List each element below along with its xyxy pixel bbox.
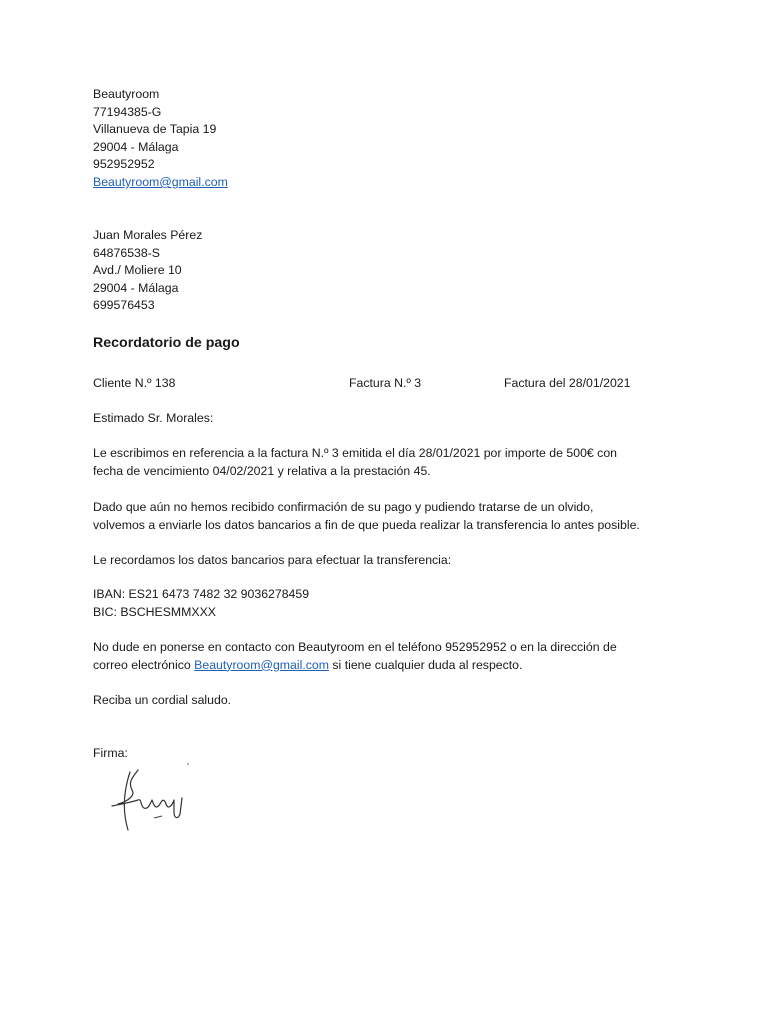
paragraph-reminder-line-1: Dado que aún no hemos recibido confirmación de su pago y pudiendo tratarse de un olvido, — [93, 500, 594, 514]
paragraph-contact-line-2 — [93, 657, 673, 675]
sender-block — [93, 86, 228, 192]
paragraph-contact — [93, 639, 673, 674]
recipient-street: Avd./ Moliere 10 — [93, 263, 182, 278]
invoice-date: Factura del 28/01/2021 — [504, 376, 631, 390]
paragraph-contact-line-1: No dude en ponerse en contacto con Beautyroom en el teléfono 952952952 o en la dirección de — [93, 640, 617, 654]
paragraph-reminder-line-2: volvemos a enviarle los datos bancarios a fin de que pueda realizar la transferencia lo antes posible. — [93, 517, 640, 532]
paragraph-invoice-line-2: fecha de vencimiento 04/02/2021 y relativa a la prestación 45. — [93, 463, 431, 478]
recipient-city: 29004 - Málaga — [93, 280, 179, 295]
contact-suffix: si tiene cualquier duda al respecto. — [328, 657, 523, 672]
paragraph-bank-intro: Le recordamos los datos bancarios para efectuar la transferencia: — [93, 553, 452, 567]
bank-details — [93, 586, 673, 621]
closing: Reciba un cordial saludo. — [93, 693, 232, 707]
greeting: Estimado Sr. Morales: — [93, 411, 214, 425]
sender-city: 29004 - Málaga — [93, 139, 179, 154]
sender-phone: 952952952 — [93, 157, 155, 172]
sender-tax-id: 77194385-G — [93, 104, 162, 119]
signature-image — [108, 760, 198, 840]
contact-email-link[interactable]: Beautyroom@gmail.com — [194, 657, 329, 672]
sender-street: Villanueva de Tapia 19 — [93, 122, 217, 137]
bic: BIC: BSCHESMMXXX — [93, 604, 216, 619]
reference-row — [93, 374, 653, 392]
paragraph-reminder — [93, 499, 673, 534]
recipient-phone: 699576453 — [93, 298, 155, 313]
recipient-name: Juan Morales Pérez — [93, 228, 203, 242]
client-reference: Cliente N.º 138 — [93, 376, 176, 390]
document-title: Recordatorio de pago — [93, 335, 240, 351]
paragraph-invoice — [93, 445, 673, 480]
contact-prefix: correo electrónico — [93, 657, 195, 672]
recipient-tax-id: 64876538-S — [93, 245, 161, 260]
signature-label: Firma: — [93, 746, 128, 760]
recipient-block — [93, 227, 202, 315]
paragraph-invoice-line-1: Le escribimos en referencia a la factura N.º 3 emitida el día 28/01/2021 por importe de 500€ con — [93, 446, 617, 460]
sender-email-link[interactable]: Beautyroom@gmail.com — [93, 174, 228, 189]
sender-name: Beautyroom — [93, 87, 160, 101]
iban: IBAN: ES21 6473 7482 32 9036278459 — [93, 587, 310, 601]
invoice-reference: Factura N.º 3 — [349, 376, 422, 390]
